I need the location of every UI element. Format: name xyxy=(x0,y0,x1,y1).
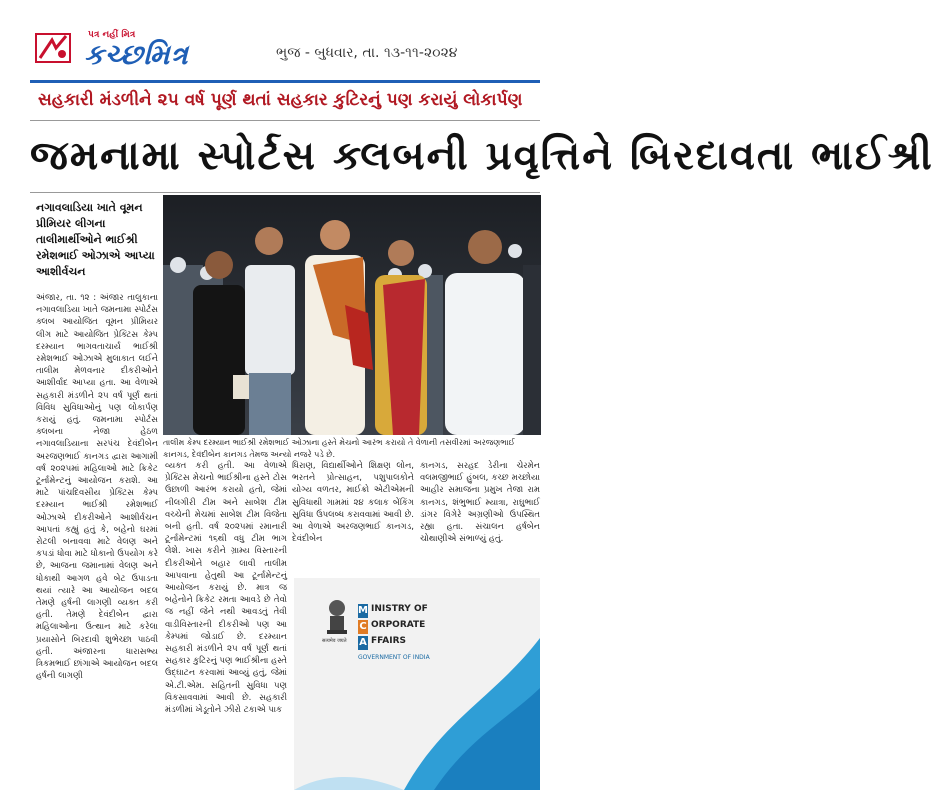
masthead-rule xyxy=(30,80,540,83)
ad-gov-line: GOVERNMENT OF INDIA xyxy=(358,654,430,661)
masthead xyxy=(0,0,545,80)
ad-line-3: FFAIRS xyxy=(371,636,406,646)
article-column-2: વ્યક્ત કરી હતી. આ વેળાએ પ્રેક્ટિસ મેચનો ભાઈશ્રીના હસ્તે ટોસ ઉછાળી આરંભ કરાયો હતો, જેમાં નીલગીરી ટીમ અને સાબેશ ટીમ વચ્ચેની મેચમાં સાબેશ ટીમ વિજેતા બની હતી. વર્ષ ૨૦૨૫માં રમાનારી ટૂર્નામેન્ટમાં ૧૬થી વધુ ટીમ ભાગ લેશે. ખાસ કરીને ગ્રામ્ય વિસ્તારની દીકરીઓને બહાર લાવી તાલીમ આપવાના હેતુથી આ ટૂર્નામેન્ટનું આયોજન કરાયું છે. માત્ર જ બહેનોને ક્રિકેટ રમતા આવડે છે તેવો જ નહીં જેને નથી આવડતું તેવી વાડીવિસ્તારની દીકરીઓ પણ આ કેમ્પમાં જોડાઈ છે. દરમ્યાન સહકારી મંડળીને ૨૫ વર્ષ પૂર્ણ થતાં સહકાર કુટિરનું પણ ભાઈશ્રીના હસ્તે ઉદ્ઘાટન કરવામાં આવ્યું હતું, જેમાં એ.ટી.એમ. સહિતની સુવિધા પણ વિકસાવવામાં આવી છે. સહકારી મંડળીમાં ખેડૂતોને ઝીરો ટકાએ પાક xyxy=(165,461,287,716)
article-column-3: ધિરાણ, વિદ્યાર્થીઓને શિક્ષણ લોન, ભરતને પ્રોત્સાહન, પશુપાલકોને યોગ્ય વળતર, માઈક્રો એટીએમની સુવિધાથી ગામમાં ૨૪ કલાક બેંકિંગ સુવિધા ઉપલબ્ધ કરાવવામાં આવી છે. આ વેળાએ અરજણભાઈ કાનગડ, દેવંદીબેન xyxy=(292,461,414,545)
event-photo xyxy=(163,195,541,435)
masthead-name: કચ્છમિત્ર xyxy=(84,38,189,71)
national-emblem-icon xyxy=(322,596,352,636)
newspaper-logo-icon xyxy=(34,30,72,66)
emblem-caption: सत्यमेव जयते xyxy=(322,638,347,644)
dateline: ભુજ - બુધવાર, તા. ૧૩-૧૧-૨૦૨૪ xyxy=(276,45,458,61)
divider xyxy=(30,120,540,121)
ad-line-2: ORPORATE xyxy=(371,620,426,630)
subheadline: નગાવલાડિયા ખાતે વૂમન પ્રીમિયર લીગના તાલીમાર્થીઓને ભાઈશ્રી રમેશભાઈ ઓઝાએ આપ્યા આશીર્વચન xyxy=(36,201,155,278)
divider xyxy=(30,192,540,193)
ad-letter-m: M xyxy=(358,605,368,616)
ad-letter-c: C xyxy=(359,621,367,632)
main-headline: જમનામા સ્પોર્ટસ ક્લબની પ્રવૃત્તિને બિરદાવતા ભાઈશ્રી xyxy=(30,133,934,179)
article-column-4: કાનગડ, સરહદ ડેરીના ચેરમેન વલમજીભાઈ હુંબલ, કચ્છ મચ્છોયા આહીર સમાજના પ્રમુખ તેજા રામ કાનગડ, શંભુભાઈ મ્યાત્રા, રાઘુભાઈ ડાંગર વિગેરે અગ્રણીઓ ઉપસ્થિત રહ્યા હતા. સંચાલન હર્ષબેન ચોથાણીએ સંભાળ્યું હતું. xyxy=(420,461,540,545)
article-column-1: અંજાર, તા. ૧૨ : અંજાર તાલુકાના નગાવલાડિયા ખાતે જમનામા સ્પોર્ટસ ક્લબ આયોજિત વૂમન પ્રીમિયર લીગ માટે આયોજિત પ્રેક્ટિસ કેમ્પ દરમ્યાન ભાગવતાચાર્ય ભાઈશ્રી રમેશભાઈ ઓઝાએ મુલાકાત લઈને તાલીમ મેળવનાર દીકરીઓને આશીર્વાદ આપ્યા હતા. આ વેળાએ સહકારી મંડળીને ૨૫ વર્ષ પૂર્ણ થતાં વિવિધ સુવિધાઓનું પણ લોકાર્પણ કરાયું હતું. જમનામા સ્પોર્ટસ ક્લબના નેજા હેઠળ નગાવલાડિયાના સરપંચ દેવંદીબેન અરજણભાઈ કાનગડ દ્વારા આગામી વર્ષ ૨૦૨૫માં મહિલાઓ માટે ક્રિકેટ ટૂર્નામેન્ટનું આયોજન કરાશે. આ માટે પાંચદિવસીય પ્રેક્ટિસ કેમ્પ દરમ્યાન ભાઈશ્રી રમેશભાઈ ઓઝાએ દીકરીઓને આશીર્વચન આપતાં કહ્યું હતું કે, બહેનો ઘરમાં રોટલી બનાવવા માટે વેલણ અને કપડાં ધોવા માટે ધોકાનો ઉપયોગ કરે છે, આજના જમાનામાં વેલણ અને ધોકાથી આગળ હવે બેટ ઉપાડતા થયાં ત્યારે આ આયોજન બદલ તેમણે હર્ષની લાગણી વ્યક્ત કરી હતી. તેમણે દેવંદીબેન દ્વારા મહિલાઓના ઉત્થાન માટે કરેલા પ્રયાસોને બિરદાવી શુભેચ્છા પાઠવી હતી. અંજારના ધારાસભ્ય ત્રિકમભાઈ છાંગાએ આયોજન બદલ હર્ષની લાગણી xyxy=(36,293,158,682)
ad-letter-a: A xyxy=(359,637,367,648)
ministry-advertisement xyxy=(294,578,540,790)
masthead-tagline: પત્ર નહીં મિત્ર xyxy=(88,30,136,40)
photo-caption: તાલીમ કેમ્પ દરમ્યાન ભાઈશ્રી રમેશભાઈ ઓઝાના હસ્તે મેચનો આરંભ કરાયો તે વેળાની તસવીરમાં અરજણભાઈ કાનગડ, દેવંદીબેન કાનગડ તેમજ અન્યો નજરે પડે છે. xyxy=(163,438,515,459)
ad-line-1: INISTRY OF xyxy=(371,604,428,614)
deck-headline: સહકારી મંડળીને ૨૫ વર્ષ પૂર્ણ થતાં સહકાર કુટિરનું પણ કરાયું લોકાર્પણ xyxy=(38,90,523,110)
